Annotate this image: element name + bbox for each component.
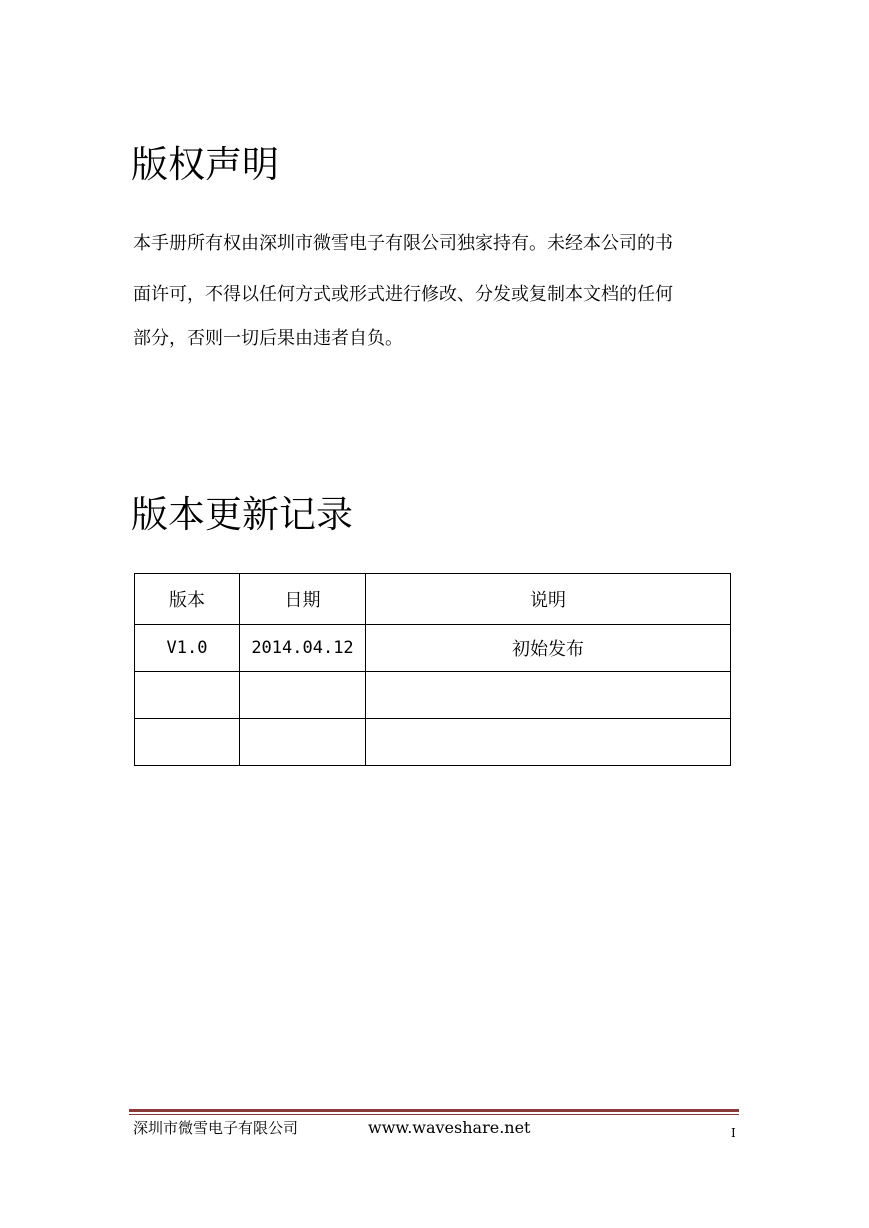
cell-date [240, 672, 366, 719]
copyright-line-3: 部分，否则一切后果由违者自负。 [133, 328, 403, 349]
table-row [135, 672, 731, 719]
header-date: 日期 [240, 574, 366, 625]
copyright-line-2: 面许可，不得以任何方式或形式进行修改、分发或复制本文档的任何 [133, 284, 673, 305]
table-row [135, 719, 731, 766]
footer-company: 深圳市微雪电子有限公司 [133, 1119, 299, 1137]
footer-url-link[interactable]: www.waveshare.net [368, 1118, 531, 1137]
revision-table [134, 573, 731, 766]
header-version: 版本 [135, 574, 240, 625]
footer-rule-thin [129, 1114, 739, 1115]
cell-version [135, 672, 240, 719]
cell-description [366, 672, 731, 719]
table-header-row [135, 574, 731, 625]
copyright-line-1: 本手册所有权由深圳市微雪电子有限公司独家持有。未经本公司的书 [133, 233, 673, 254]
footer-page-number: I [731, 1126, 736, 1140]
table-row [135, 625, 731, 672]
copyright-heading: 版权声明 [131, 143, 279, 186]
cell-date: 2014.04.12 [240, 625, 366, 672]
cell-version: V1.0 [135, 625, 240, 672]
cell-date [240, 719, 366, 766]
cell-description: 初始发布 [366, 625, 731, 672]
footer-rule [129, 1109, 739, 1112]
cell-description [366, 719, 731, 766]
revision-heading: 版本更新记录 [131, 493, 353, 536]
cell-version [135, 719, 240, 766]
header-description: 说明 [366, 574, 731, 625]
